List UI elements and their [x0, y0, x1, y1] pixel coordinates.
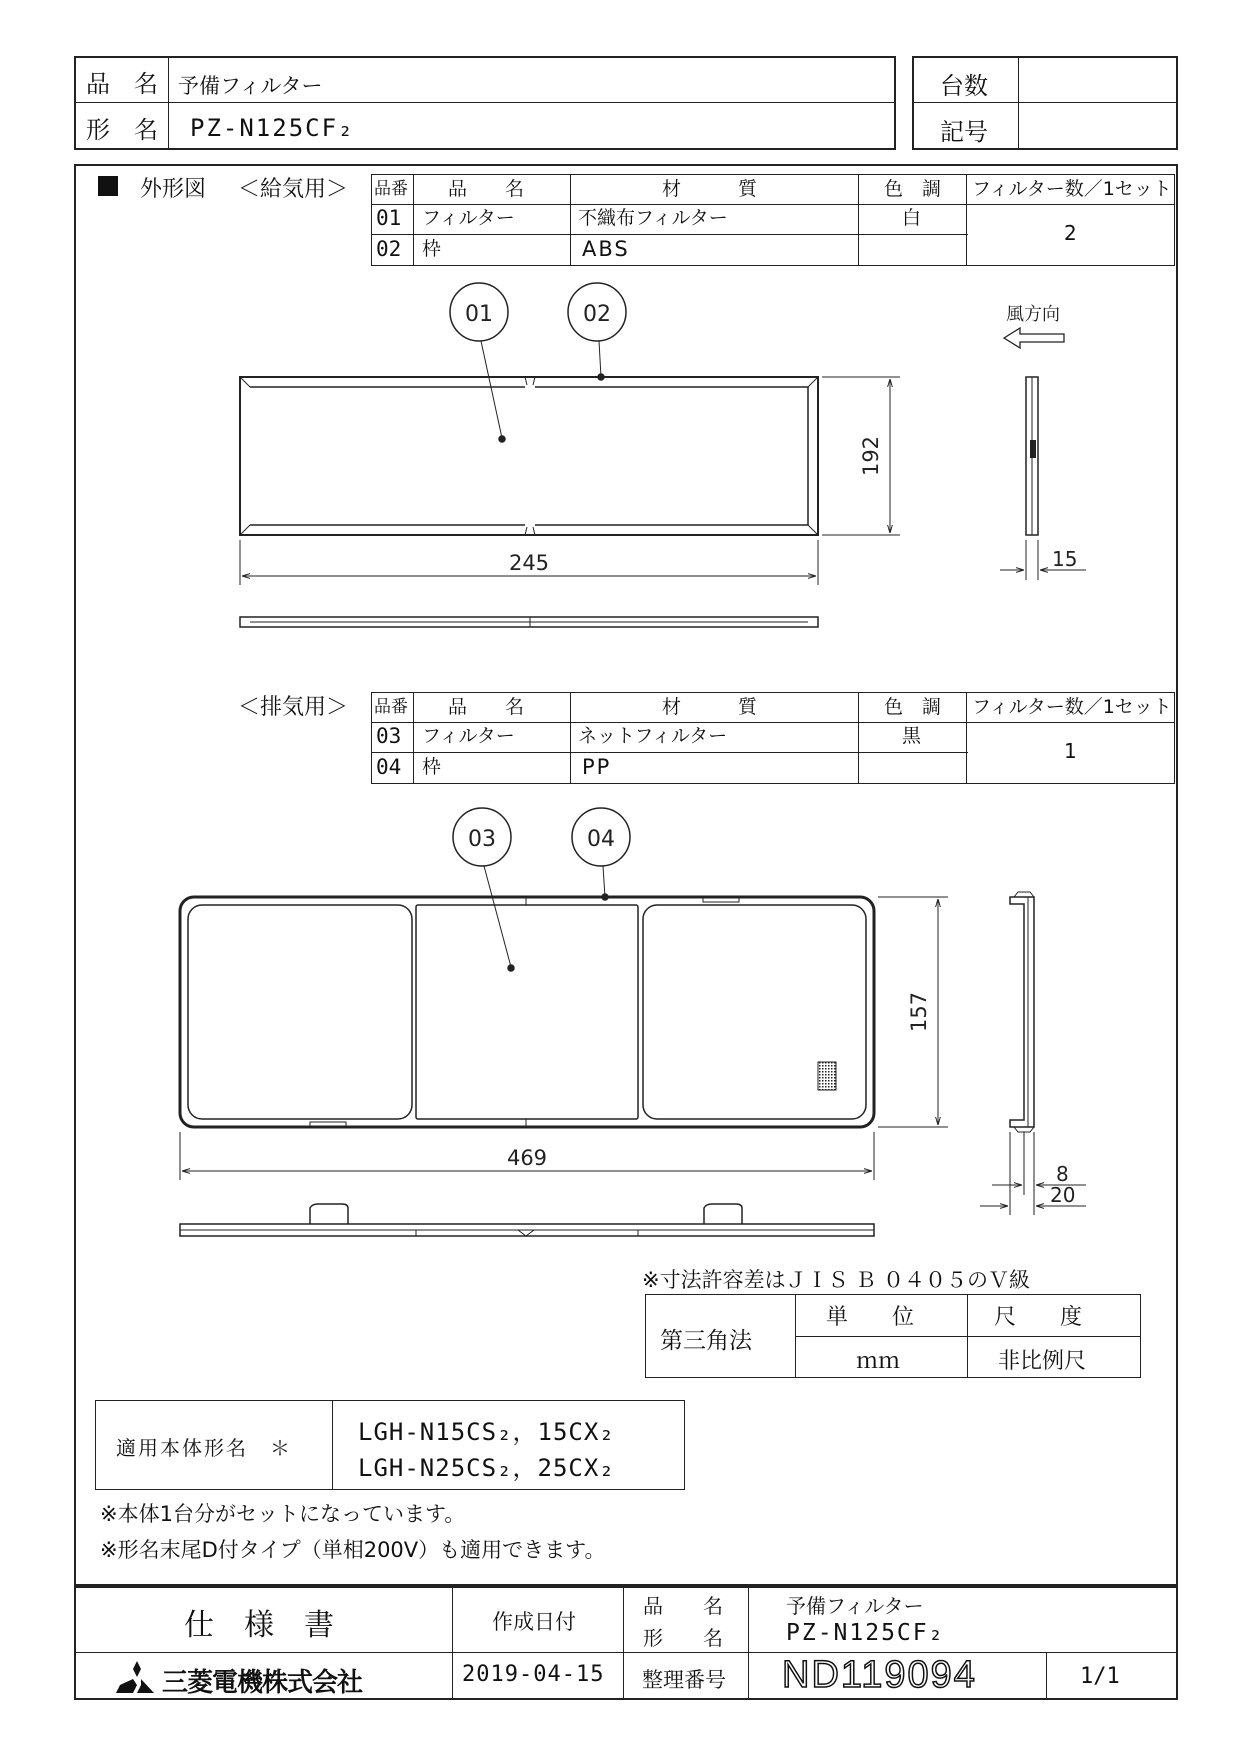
page-number: 1/1 [1080, 1664, 1120, 1689]
applicable-model-1: LGH-N15CS₂，15CX₂ [358, 1418, 615, 1446]
balloon-04-label: 04 [587, 827, 615, 852]
exhaust-part-no-2: 04 [376, 755, 402, 779]
section-title: 外形図 [140, 177, 207, 202]
balloon-03-label: 03 [468, 827, 496, 852]
supply-part-material-1: 不織布フィルター [578, 207, 728, 229]
hinmei-label: 品 名 [86, 70, 158, 98]
supply-filter-top-view [240, 617, 818, 627]
exhaust-header-no: 品番 [374, 697, 408, 717]
supply-part-name-2: 枠 [422, 238, 442, 260]
supply-header-color: 色 調 [884, 178, 942, 200]
projection-row [795, 1336, 1141, 1337]
kigou-label: 記号 [940, 118, 988, 146]
seiri-label: 整理番号 [642, 1668, 726, 1692]
title-block-col-2 [623, 1584, 624, 1700]
company-name: 三菱電機株式会社 [162, 1668, 363, 1698]
footer-katamei-value: PZ-N125CF₂ [786, 1620, 945, 1646]
supply-filter-front-view [240, 377, 818, 535]
katamei-label: 形 名 [86, 116, 158, 144]
supply-header-name: 品 名 [448, 178, 525, 200]
applicable-col [332, 1400, 333, 1490]
exhaust-part-no-1: 03 [376, 724, 402, 748]
projection-unit-value: ｍｍ [856, 1349, 901, 1374]
wind-direction-arrow-icon [1004, 328, 1064, 348]
supply-part-no-2: 02 [376, 237, 402, 261]
note-2: ※形名末尾D付タイプ（単相200V）も適用できます。 [100, 1538, 606, 1562]
exhaust-filter-side-view [1010, 892, 1034, 1132]
exhaust-header-name: 品 名 [448, 696, 525, 718]
projection-method: 第三角法 [660, 1328, 752, 1354]
title-block-col-3 [748, 1584, 749, 1700]
mesh-sample-icon [818, 1062, 836, 1090]
supply-part-no-1: 01 [376, 206, 402, 230]
exhaust-filter-top-view [180, 1204, 874, 1236]
footer-hinmei-label: 品 名 [643, 1594, 723, 1618]
exhaust-part-color-1: 黒 [902, 725, 922, 747]
supply-header-no: 品番 [374, 179, 408, 199]
dim-supply-width: 245 [508, 551, 550, 575]
company-logo [116, 1660, 406, 1696]
katamei-value: PZ-N125CF₂ [190, 114, 355, 142]
daisu-label: 台数 [940, 72, 988, 100]
supply-part-color-1: 白 [902, 207, 922, 229]
supply-part-material-2: ABS [582, 237, 630, 261]
footer-katamei-label: 形 名 [643, 1626, 723, 1650]
footer-hinmei-value: 予備フィルター [786, 1594, 924, 1618]
hinmei-value: 予備フィルター [178, 74, 323, 98]
supply-header-material: 材 質 [662, 178, 758, 200]
exhaust-filter-front-view [180, 897, 874, 1127]
supply-filter-side-view [1026, 377, 1038, 535]
wind-direction-label: 風方向 [1006, 304, 1060, 325]
dim-exhaust-depth-a: 8 [1056, 1162, 1069, 1186]
exhaust-header-material: 材 質 [662, 696, 758, 718]
exhaust-header-count: フィルター数／1セット [972, 696, 1172, 718]
exhaust-count-value: 1 [1064, 739, 1077, 763]
exhaust-part-material-2: PP [582, 755, 612, 779]
note-1: ※本体1台分がセットになっています。 [100, 1502, 466, 1526]
seiri-value: ND119094 [782, 1654, 977, 1696]
supply-count-value: 2 [1064, 221, 1077, 245]
exhaust-label: ＜排気用＞ [238, 695, 349, 720]
balloon-02-label: 02 [583, 302, 611, 327]
created-date: 2019-04-15 [462, 1662, 605, 1687]
three-diamonds-icon [116, 1661, 158, 1695]
dim-exhaust-depth-b: 20 [1050, 1183, 1076, 1207]
projection-scale-label: 尺 度 [994, 1305, 1083, 1330]
doc-type: 仕 様 書 [184, 1608, 334, 1643]
balloon-01-label: 01 [465, 302, 493, 327]
exhaust-part-name-2: 枠 [422, 756, 442, 778]
applicable-label: 適用本体形名 ＊ [116, 1436, 292, 1460]
supply-header-count: フィルター数／1セット [972, 178, 1172, 200]
dim-supply-height: 192 [859, 435, 883, 477]
applicable-model-2: LGH-N25CS₂，25CX₂ [358, 1454, 615, 1482]
supply-part-name-1: フィルター [422, 207, 515, 229]
tolerance-note: ※寸法許容差はＪＩＳ Ｂ ０４０５のＶ級 [642, 1268, 1030, 1292]
title-block-col-1 [452, 1584, 453, 1700]
dim-supply-depth: 15 [1052, 547, 1078, 571]
exhaust-part-material-1: ネットフィルター [578, 725, 728, 747]
dim-exhaust-width: 469 [506, 1146, 548, 1170]
exhaust-part-name-1: フィルター [422, 725, 515, 747]
title-block-col-4 [1046, 1652, 1047, 1700]
supply-label: ＜給気用＞ [238, 177, 349, 202]
created-label: 作成日付 [492, 1610, 576, 1634]
title-block-row [74, 1652, 1178, 1653]
projection-scale-value: 非比例尺 [998, 1349, 1087, 1374]
dim-exhaust-height: 157 [907, 991, 931, 1033]
projection-unit-label: 単 位 [826, 1305, 915, 1330]
exhaust-header-color: 色 調 [884, 696, 942, 718]
